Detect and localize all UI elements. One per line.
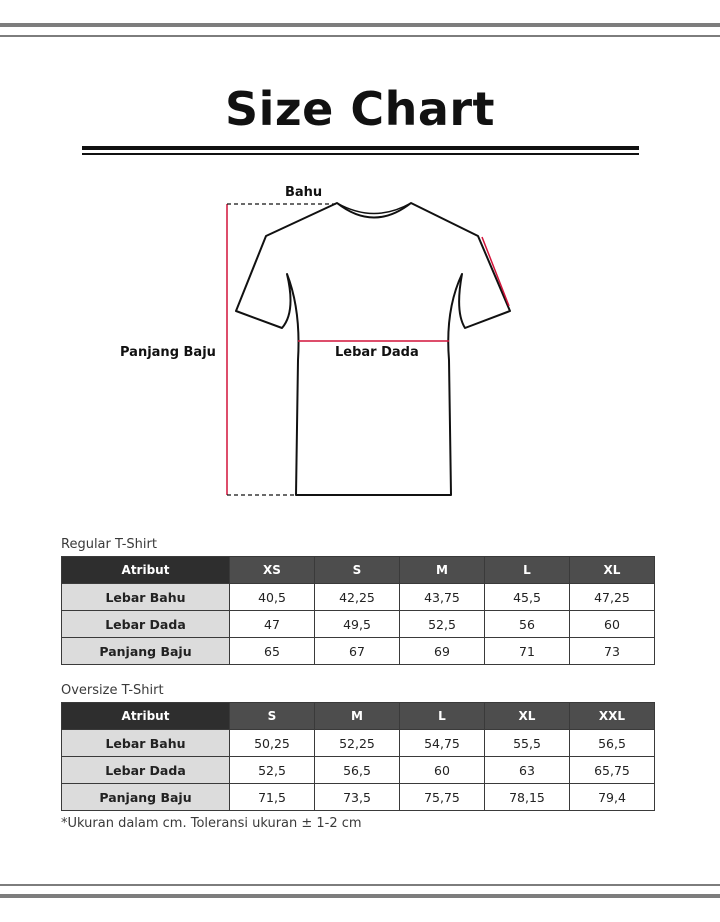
regular-size-table — [61, 556, 655, 665]
row-label: Panjang Baju — [62, 784, 230, 811]
table-cell: 40,5 — [230, 584, 315, 611]
table-cell: 65 — [230, 638, 315, 665]
table-cell: 69 — [400, 638, 485, 665]
table-row — [62, 638, 655, 665]
header-cell: S — [315, 557, 400, 584]
table-cell: 78,15 — [485, 784, 570, 811]
table-row — [62, 757, 655, 784]
table-cell: 55,5 — [485, 730, 570, 757]
table-cell: 52,5 — [400, 611, 485, 638]
table-cell: 79,4 — [570, 784, 655, 811]
table-cell: 52,5 — [230, 757, 315, 784]
table-cell: 60 — [570, 611, 655, 638]
oversize-size-table — [61, 702, 655, 811]
table-cell: 47,25 — [570, 584, 655, 611]
table-cell: 71 — [485, 638, 570, 665]
row-label: Lebar Dada — [62, 757, 230, 784]
bottom-border-thick — [0, 894, 720, 898]
header-cell: XL — [570, 557, 655, 584]
table-cell: 56,5 — [315, 757, 400, 784]
header-cell: M — [400, 557, 485, 584]
header-cell: XL — [485, 703, 570, 730]
table-cell: 42,25 — [315, 584, 400, 611]
table-cell: 45,5 — [485, 584, 570, 611]
table-header-row — [62, 703, 655, 730]
footnote: *Ukuran dalam cm. Toleransi ukuran ± 1-2 cm — [61, 816, 362, 831]
table-cell: 73,5 — [315, 784, 400, 811]
oversize-caption: Oversize T-Shirt — [61, 683, 164, 698]
label-panjang-baju: Panjang Baju — [120, 345, 216, 360]
header-cell: L — [485, 557, 570, 584]
table-cell: 49,5 — [315, 611, 400, 638]
header-cell: XXL — [570, 703, 655, 730]
table-cell: 71,5 — [230, 784, 315, 811]
table-cell: 54,75 — [400, 730, 485, 757]
row-label: Panjang Baju — [62, 638, 230, 665]
table-cell: 67 — [315, 638, 400, 665]
table-cell: 75,75 — [400, 784, 485, 811]
table-row — [62, 730, 655, 757]
regular-caption: Regular T-Shirt — [61, 537, 157, 552]
table-cell: 43,75 — [400, 584, 485, 611]
row-label: Lebar Bahu — [62, 584, 230, 611]
header-cell: XS — [230, 557, 315, 584]
table-cell: 56 — [485, 611, 570, 638]
header-cell: Atribut — [62, 703, 230, 730]
table-cell: 65,75 — [570, 757, 655, 784]
table-cell: 63 — [485, 757, 570, 784]
table-cell: 47 — [230, 611, 315, 638]
table-cell: 50,25 — [230, 730, 315, 757]
table-header-row — [62, 557, 655, 584]
row-label: Lebar Dada — [62, 611, 230, 638]
header-cell: S — [230, 703, 315, 730]
table-cell: 52,25 — [315, 730, 400, 757]
header-cell: Atribut — [62, 557, 230, 584]
table-cell: 56,5 — [570, 730, 655, 757]
table-cell: 60 — [400, 757, 485, 784]
page-title: Size Chart — [224, 82, 496, 136]
label-lebar-dada: Lebar Dada — [335, 345, 419, 360]
header-cell: M — [315, 703, 400, 730]
table-row — [62, 784, 655, 811]
row-label: Lebar Bahu — [62, 730, 230, 757]
table-row — [62, 611, 655, 638]
table-row — [62, 584, 655, 611]
header-cell: L — [400, 703, 485, 730]
label-bahu: Bahu — [285, 185, 323, 200]
bottom-border-thin — [0, 884, 720, 886]
table-cell: 73 — [570, 638, 655, 665]
